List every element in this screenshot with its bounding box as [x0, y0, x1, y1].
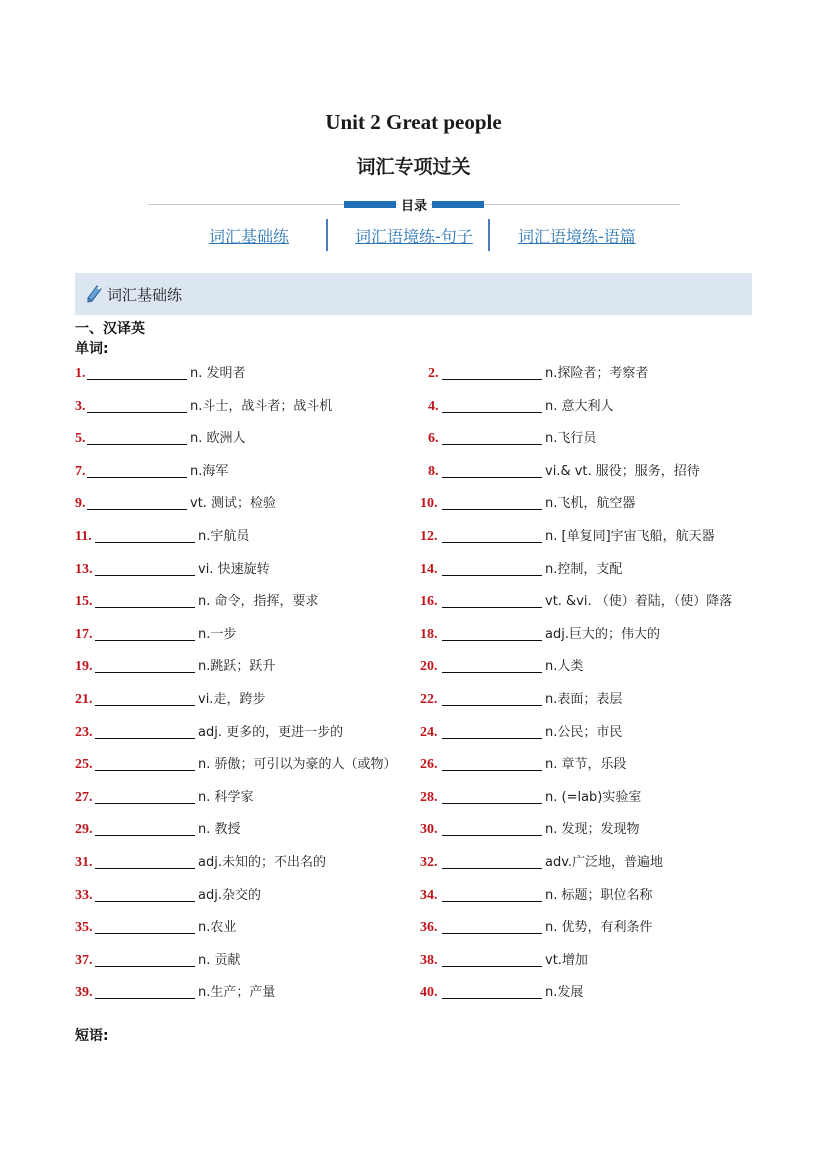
- toc-link-basic[interactable]: 词汇基础练: [209, 227, 290, 246]
- answer-blank[interactable]: [95, 594, 195, 608]
- vocab-item: [75, 462, 228, 482]
- vocab-item: [420, 918, 653, 938]
- item-definition: n. 发现；发现物: [545, 822, 640, 837]
- answer-blank[interactable]: [87, 366, 187, 380]
- answer-blank[interactable]: [442, 399, 542, 413]
- item-definition: adj. 更多的，更进一步的: [198, 725, 344, 740]
- vocab-item: [75, 494, 276, 514]
- toc-separator: [326, 219, 328, 251]
- item-definition: n.宇航员: [198, 529, 250, 544]
- vocab-item: [420, 657, 583, 677]
- vocab-item: [75, 820, 241, 840]
- answer-blank[interactable]: [442, 822, 542, 836]
- answer-blank[interactable]: [95, 888, 195, 902]
- answer-blank[interactable]: [442, 594, 542, 608]
- vocab-item: [75, 788, 254, 808]
- vocab-item: [420, 755, 627, 775]
- item-number: 17.: [75, 627, 93, 642]
- item-number: 18.: [420, 627, 438, 642]
- vocab-item: [75, 690, 265, 710]
- vocab-item: [420, 690, 622, 710]
- item-number: 30.: [420, 822, 438, 837]
- answer-blank[interactable]: [87, 399, 187, 413]
- answer-blank[interactable]: [442, 985, 542, 999]
- item-definition: n. 科学家: [198, 790, 254, 805]
- answer-blank[interactable]: [95, 920, 195, 934]
- item-definition: n.跳跃；跃升: [198, 659, 276, 674]
- answer-blank[interactable]: [95, 529, 195, 543]
- item-definition: n. 贡献: [198, 953, 241, 968]
- item-definition: n.一步: [198, 627, 237, 642]
- answer-blank[interactable]: [442, 790, 542, 804]
- vocab-item: [75, 886, 261, 906]
- answer-blank[interactable]: [95, 659, 195, 673]
- item-definition: n.公民；市民: [545, 725, 623, 740]
- vocab-item: [75, 527, 249, 547]
- item-definition: vi.& vt. 服役；服务，招待: [545, 464, 700, 479]
- document-subtitle: 词汇专项过关: [356, 156, 471, 178]
- item-number: 14.: [420, 562, 438, 577]
- toc-accent-bar-right: [432, 201, 484, 208]
- item-definition: adj.巨大的；伟大的: [545, 627, 660, 642]
- answer-blank[interactable]: [442, 888, 542, 902]
- item-definition: n.飞机，航空器: [545, 496, 636, 511]
- vocab-item: [420, 592, 732, 612]
- vocab-item: [75, 918, 236, 938]
- item-definition: adv.广泛地，普遍地: [545, 855, 664, 870]
- item-number: 3.: [75, 399, 86, 414]
- answer-blank[interactable]: [442, 562, 542, 576]
- vocab-item: [75, 592, 319, 612]
- answer-blank[interactable]: [95, 725, 195, 739]
- answer-blank[interactable]: [95, 562, 195, 576]
- section-header: [75, 273, 752, 315]
- item-number: 26.: [420, 757, 438, 772]
- item-definition: n. 章节，乐段: [545, 757, 627, 772]
- vocab-item: [75, 560, 270, 580]
- vocab-item: [420, 886, 653, 906]
- answer-blank[interactable]: [442, 725, 542, 739]
- answer-blank[interactable]: [87, 431, 187, 445]
- vocab-item: [75, 625, 236, 645]
- toc-accent-bar-left: [344, 201, 396, 208]
- answer-blank[interactable]: [95, 757, 195, 771]
- item-definition: n.飞行员: [545, 431, 597, 446]
- item-definition: n.探险者；考察者: [545, 366, 649, 381]
- item-definition: n.人类: [545, 659, 584, 674]
- item-number: 13.: [75, 562, 93, 577]
- vocab-item: [75, 429, 246, 449]
- item-definition: n. 教授: [198, 822, 241, 837]
- item-definition: n.海军: [190, 464, 229, 479]
- item-number: 38.: [420, 953, 438, 968]
- item-number: 40.: [420, 985, 438, 1000]
- answer-blank[interactable]: [442, 659, 542, 673]
- toc-link-sentences[interactable]: 词汇语境练-句子: [355, 227, 473, 246]
- item-definition: n. 骄傲；可引以为豪的人（或物）: [198, 757, 397, 772]
- answer-blank[interactable]: [95, 627, 195, 641]
- vocab-item: [75, 657, 275, 677]
- answer-blank[interactable]: [442, 953, 542, 967]
- item-definition: n.斗士，战斗者；战斗机: [190, 399, 333, 414]
- item-definition: n. 发明者: [190, 366, 246, 381]
- item-definition: n. 命令，指挥，要求: [198, 594, 319, 609]
- item-number: 8.: [428, 464, 439, 479]
- item-number: 24.: [420, 725, 438, 740]
- vocab-item: [75, 723, 343, 743]
- answer-blank[interactable]: [87, 496, 187, 510]
- answer-blank[interactable]: [95, 985, 195, 999]
- vocab-item: [420, 625, 660, 645]
- item-number: 6.: [428, 431, 439, 446]
- vocab-item: [75, 853, 326, 873]
- item-number: 9.: [75, 496, 86, 511]
- answer-blank[interactable]: [442, 757, 542, 771]
- answer-blank[interactable]: [442, 855, 542, 869]
- part-heading: 一、汉译英: [75, 321, 145, 337]
- item-definition: n. 欧洲人: [190, 431, 246, 446]
- item-number: 15.: [75, 594, 93, 609]
- answer-blank[interactable]: [95, 822, 195, 836]
- vocab-item: [75, 983, 275, 1003]
- vocab-item: [428, 429, 596, 449]
- item-definition: n. [单复同]宇宙飞船，航天器: [545, 529, 715, 544]
- item-definition: vt. 测试；检验: [190, 496, 277, 511]
- vocab-item: [420, 951, 588, 971]
- item-number: 36.: [420, 920, 438, 935]
- answer-blank[interactable]: [95, 855, 195, 869]
- words-heading: 单词:: [75, 341, 109, 357]
- item-number: 39.: [75, 985, 93, 1000]
- item-definition: vi.走，跨步: [198, 692, 266, 707]
- item-definition: n.农业: [198, 920, 237, 935]
- item-number: 11.: [75, 529, 92, 544]
- vocab-item: [75, 397, 332, 417]
- item-number: 35.: [75, 920, 93, 935]
- vocab-item: [420, 788, 641, 808]
- item-number: 10.: [420, 496, 438, 511]
- item-definition: n. 意大利人: [545, 399, 614, 414]
- item-number: 32.: [420, 855, 438, 870]
- item-number: 21.: [75, 692, 93, 707]
- item-number: 16.: [420, 594, 438, 609]
- item-definition: n.生产；产量: [198, 985, 276, 1000]
- answer-blank[interactable]: [442, 366, 542, 380]
- pencil-icon: [85, 284, 103, 304]
- item-number: 12.: [420, 529, 438, 544]
- vocab-item: [420, 527, 715, 547]
- item-definition: n.表面；表层: [545, 692, 623, 707]
- answer-blank[interactable]: [442, 920, 542, 934]
- answer-blank[interactable]: [442, 627, 542, 641]
- item-number: 29.: [75, 822, 93, 837]
- item-number: 7.: [75, 464, 86, 479]
- item-definition: n. 标题；职位名称: [545, 888, 653, 903]
- item-number: 19.: [75, 659, 93, 674]
- item-definition: n.控制，支配: [545, 562, 623, 577]
- phrases-heading: 短语:: [75, 1028, 109, 1044]
- item-number: 37.: [75, 953, 93, 968]
- item-definition: n.发展: [545, 985, 584, 1000]
- item-number: 5.: [75, 431, 86, 446]
- item-number: 20.: [420, 659, 438, 674]
- vocab-item: [420, 723, 622, 743]
- item-number: 25.: [75, 757, 93, 772]
- item-number: 28.: [420, 790, 438, 805]
- vocab-item: [75, 364, 246, 384]
- answer-blank[interactable]: [442, 496, 542, 510]
- vocab-item: [420, 820, 640, 840]
- item-number: 27.: [75, 790, 93, 805]
- vocab-item: [420, 853, 663, 873]
- vocab-item: [75, 755, 397, 775]
- toc-label: 目录: [398, 195, 430, 214]
- item-definition: adj.未知的；不出名的: [198, 855, 326, 870]
- item-definition: vt. &vi. （使）着陆，（使）降落: [545, 594, 733, 609]
- vocab-item: [428, 397, 614, 417]
- vocab-item: [75, 951, 241, 971]
- answer-blank[interactable]: [87, 464, 187, 478]
- document-title: Unit 2 Great people: [325, 110, 502, 134]
- section-title: 词汇基础练: [107, 286, 183, 304]
- toc-link-passages[interactable]: 词汇语境练-语篇: [518, 227, 636, 246]
- vocab-item: [420, 560, 622, 580]
- item-number: 1.: [75, 366, 86, 381]
- item-definition: adj.杂交的: [198, 888, 261, 903]
- item-definition: vi. 快速旋转: [198, 562, 270, 577]
- answer-blank[interactable]: [442, 431, 542, 445]
- answer-blank[interactable]: [442, 529, 542, 543]
- vocab-item: [428, 364, 648, 384]
- answer-blank[interactable]: [95, 790, 195, 804]
- item-number: 23.: [75, 725, 93, 740]
- answer-blank[interactable]: [442, 464, 542, 478]
- vocab-item: [420, 494, 635, 514]
- item-number: 22.: [420, 692, 438, 707]
- item-number: 2.: [428, 366, 439, 381]
- toc-separator: [488, 219, 490, 251]
- item-number: 33.: [75, 888, 93, 903]
- item-number: 4.: [428, 399, 439, 414]
- answer-blank[interactable]: [95, 953, 195, 967]
- item-definition: n. 优势，有利条件: [545, 920, 653, 935]
- item-number: 34.: [420, 888, 438, 903]
- answer-blank[interactable]: [95, 692, 195, 706]
- item-definition: n. (=lab)实验室: [545, 790, 642, 805]
- item-definition: vt.增加: [545, 953, 588, 968]
- vocab-item: [428, 462, 700, 482]
- vocab-item: [420, 983, 583, 1003]
- item-number: 31.: [75, 855, 93, 870]
- answer-blank[interactable]: [442, 692, 542, 706]
